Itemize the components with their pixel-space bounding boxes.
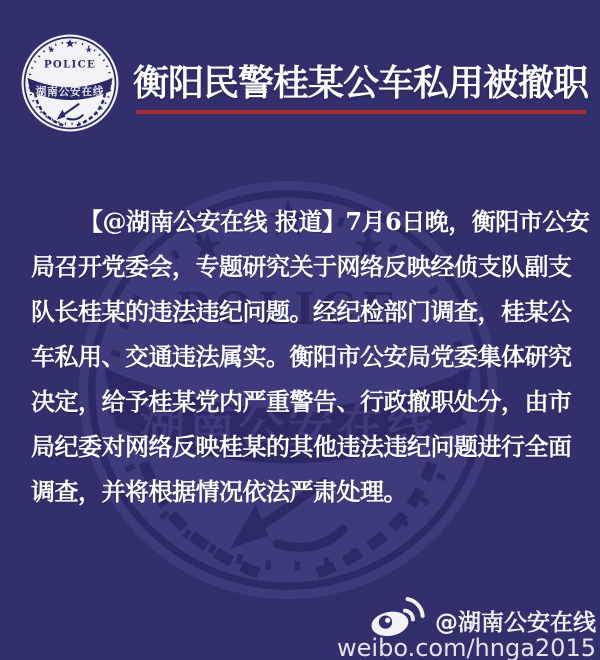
body-line: 队长桂某的违法违纪问题。经纪检部门调查，桂某公 bbox=[31, 297, 572, 326]
body-line: 【@湖南公安在线 报道】7月6日晚，衡阳市公安 bbox=[79, 207, 590, 236]
body-line: 车私用、交通违法属实。衡阳市公安局党委集体研究 bbox=[31, 342, 572, 371]
title-underline bbox=[136, 110, 586, 114]
weibo-account-name: @湖南公安在线 bbox=[435, 610, 596, 636]
weibo-eye-icon bbox=[367, 592, 427, 638]
police-badge-icon bbox=[19, 32, 121, 134]
body-line: 局召开党委会，专题研究关于网络反映经侦支队副支 bbox=[31, 252, 572, 281]
announcement-body bbox=[31, 199, 590, 514]
weibo-url: weibo.com/hnga2015 bbox=[337, 634, 596, 660]
weibo-watermark bbox=[337, 592, 596, 660]
body-line: 决定，给予桂某党内严重警告、行政撤职处分，由市 bbox=[31, 387, 572, 416]
body-line: 局纪委对网络反映桂某的其他违法违纪问题进行全面 bbox=[31, 432, 572, 461]
page-title: 衡阳民警桂某公车私用被撤职 bbox=[133, 62, 589, 103]
body-line: 调查，并将根据情况依法严肃处理。 bbox=[31, 477, 407, 506]
